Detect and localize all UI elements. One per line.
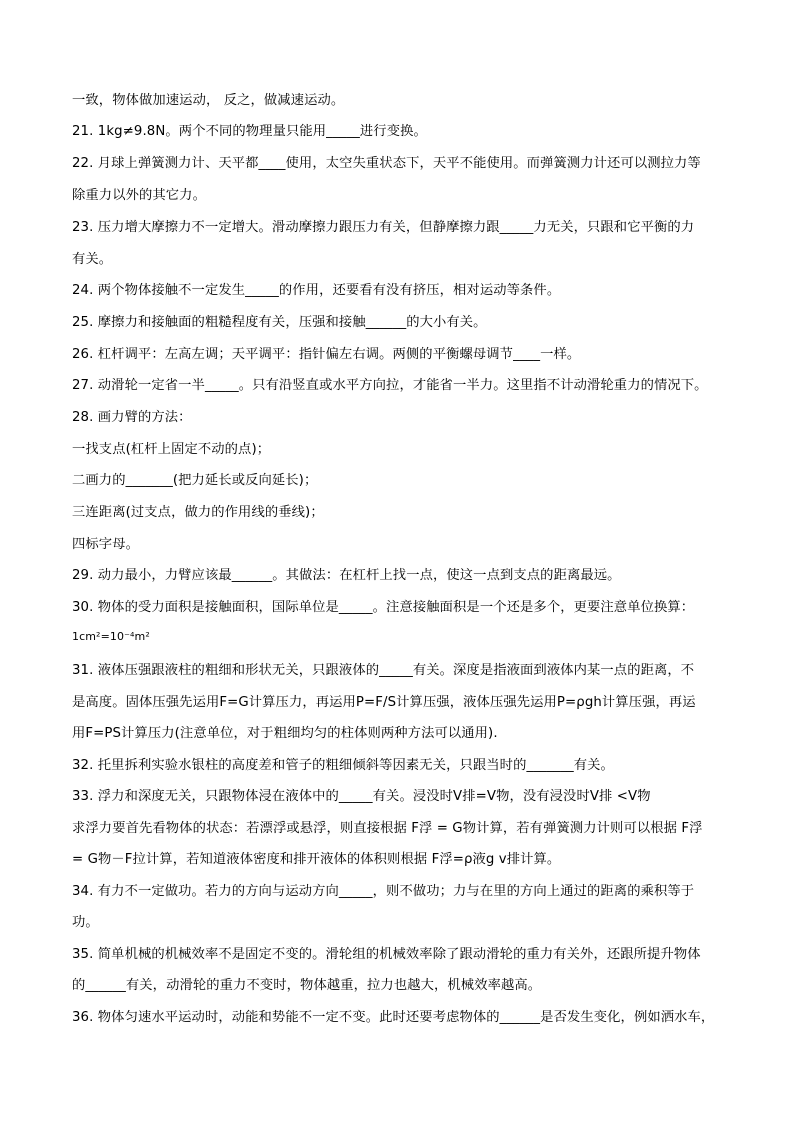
text-line: 30. 物体的受力面积是接触面积，国际单位是_____。注意接触面积是一个还是多个，更要注意单位换算： [72,600,695,615]
text-line: 36. 物体匀速水平运动时，动能和势能不一定不变。此时还要考虑物体的______是否发生变化，例如洒水车， [72,1010,715,1025]
text-line: 29. 动力最小，力臂应该最______。其做法：在杠杆上找一点，使这一点到支点的距离最远。 [72,568,621,583]
text-line: 35. 简单机械的机械效率不是固定不变的。滑轮组的机械效率除了跟动滑轮的重力有关外，还跟所提升物体 [72,947,701,962]
text-line: 的______有关，动滑轮的重力不变时，物体越重，拉力也越大，机械效率越高。 [72,978,542,993]
text-line: 三连距离(过支点，做力的作用线的垂线)； [72,505,324,520]
text-line: 31. 液体压强跟液柱的粗细和形状无关，只跟液体的_____有关。深度是指液面到液体内某一点的距离，不 [72,663,695,678]
text-line: 28. 画力臂的方法： [72,410,192,425]
text-line: 33. 浮力和深度无关，只跟物体浸在液体中的_____有关。浸没时V排=V物，没有浸没时V排 <V物 [72,789,651,804]
text-line: 26. 杠杆调平：左高左调；天平调平：指针偏左右调。两侧的平衡螺母调节____一样。 [72,347,581,362]
text-line: 有关。 [72,252,113,267]
text-line: 27. 动滑轮一定省一半_____。只有沿竖直或水平方向拉，才能省一半力。这里指不计动滑轮重力的情况下。 [72,378,708,393]
text-line: 用F=PS计算压力(注意单位，对于粗细均匀的柱体则两种方法可以通用). [72,726,498,741]
text-line: = G物－F拉计算，若知道液体密度和排开液体的体积则根据 F浮=ρ液g v排计算。 [72,852,561,867]
text-line: 23. 压力增大摩擦力不一定增大。滑动摩擦力跟压力有关，但静摩擦力跟_____力无关，只跟和它平衡的力 [72,220,695,235]
text-line: 求浮力要首先看物体的状态：若漂浮或悬浮，则直接根据 F浮 = G物计算，若有弹簧测力计则可以根据 F浮 [72,821,703,836]
text-line: 32. 托里拆利实验水银柱的高度差和管子的粗细倾斜等因素无关，只跟当时的_______有关。 [72,758,614,773]
text-line: 除重力以外的其它力。 [72,188,206,203]
text-line: 34. 有力不一定做功。若力的方向与运动方向_____，则不做功；力与在里的方向上通过的距离的乘积等于 [72,884,695,899]
text-line: 是高度。固体压强先运用F=G计算压力，再运用P=F/S计算压强，液体压强先运用P=ρgh计算压强，再运 [72,695,696,710]
text-line: 一找支点(杠杆上固定不动的点)； [72,442,271,457]
text-line: 25. 摩擦力和接触面的粗糙程度有关，压强和接触______的大小有关。 [72,315,487,330]
text-line: 1cm²=10⁻⁴m² [72,630,150,643]
text-line: 24. 两个物体接触不一定发生_____的作用，还要看有没有挤压，相对运动等条件。 [72,283,561,298]
text-line: 二画力的_______(把力延长或反向延长)； [72,473,318,488]
text-line: 功。 [72,915,99,930]
text-line: 四标字母。 [72,537,139,552]
text-line: 22. 月球上弹簧测力计、天平都____使用，太空失重状态下，天平不能使用。而弹簧测力计还可以测拉力等 [72,156,701,171]
text-line: 21. 1kg≠9.8N。两个不同的物理量只能用_____进行变换。 [72,124,427,139]
text-line: 一致，物体做加速运动， 反之，做减速运动。 [72,93,345,108]
